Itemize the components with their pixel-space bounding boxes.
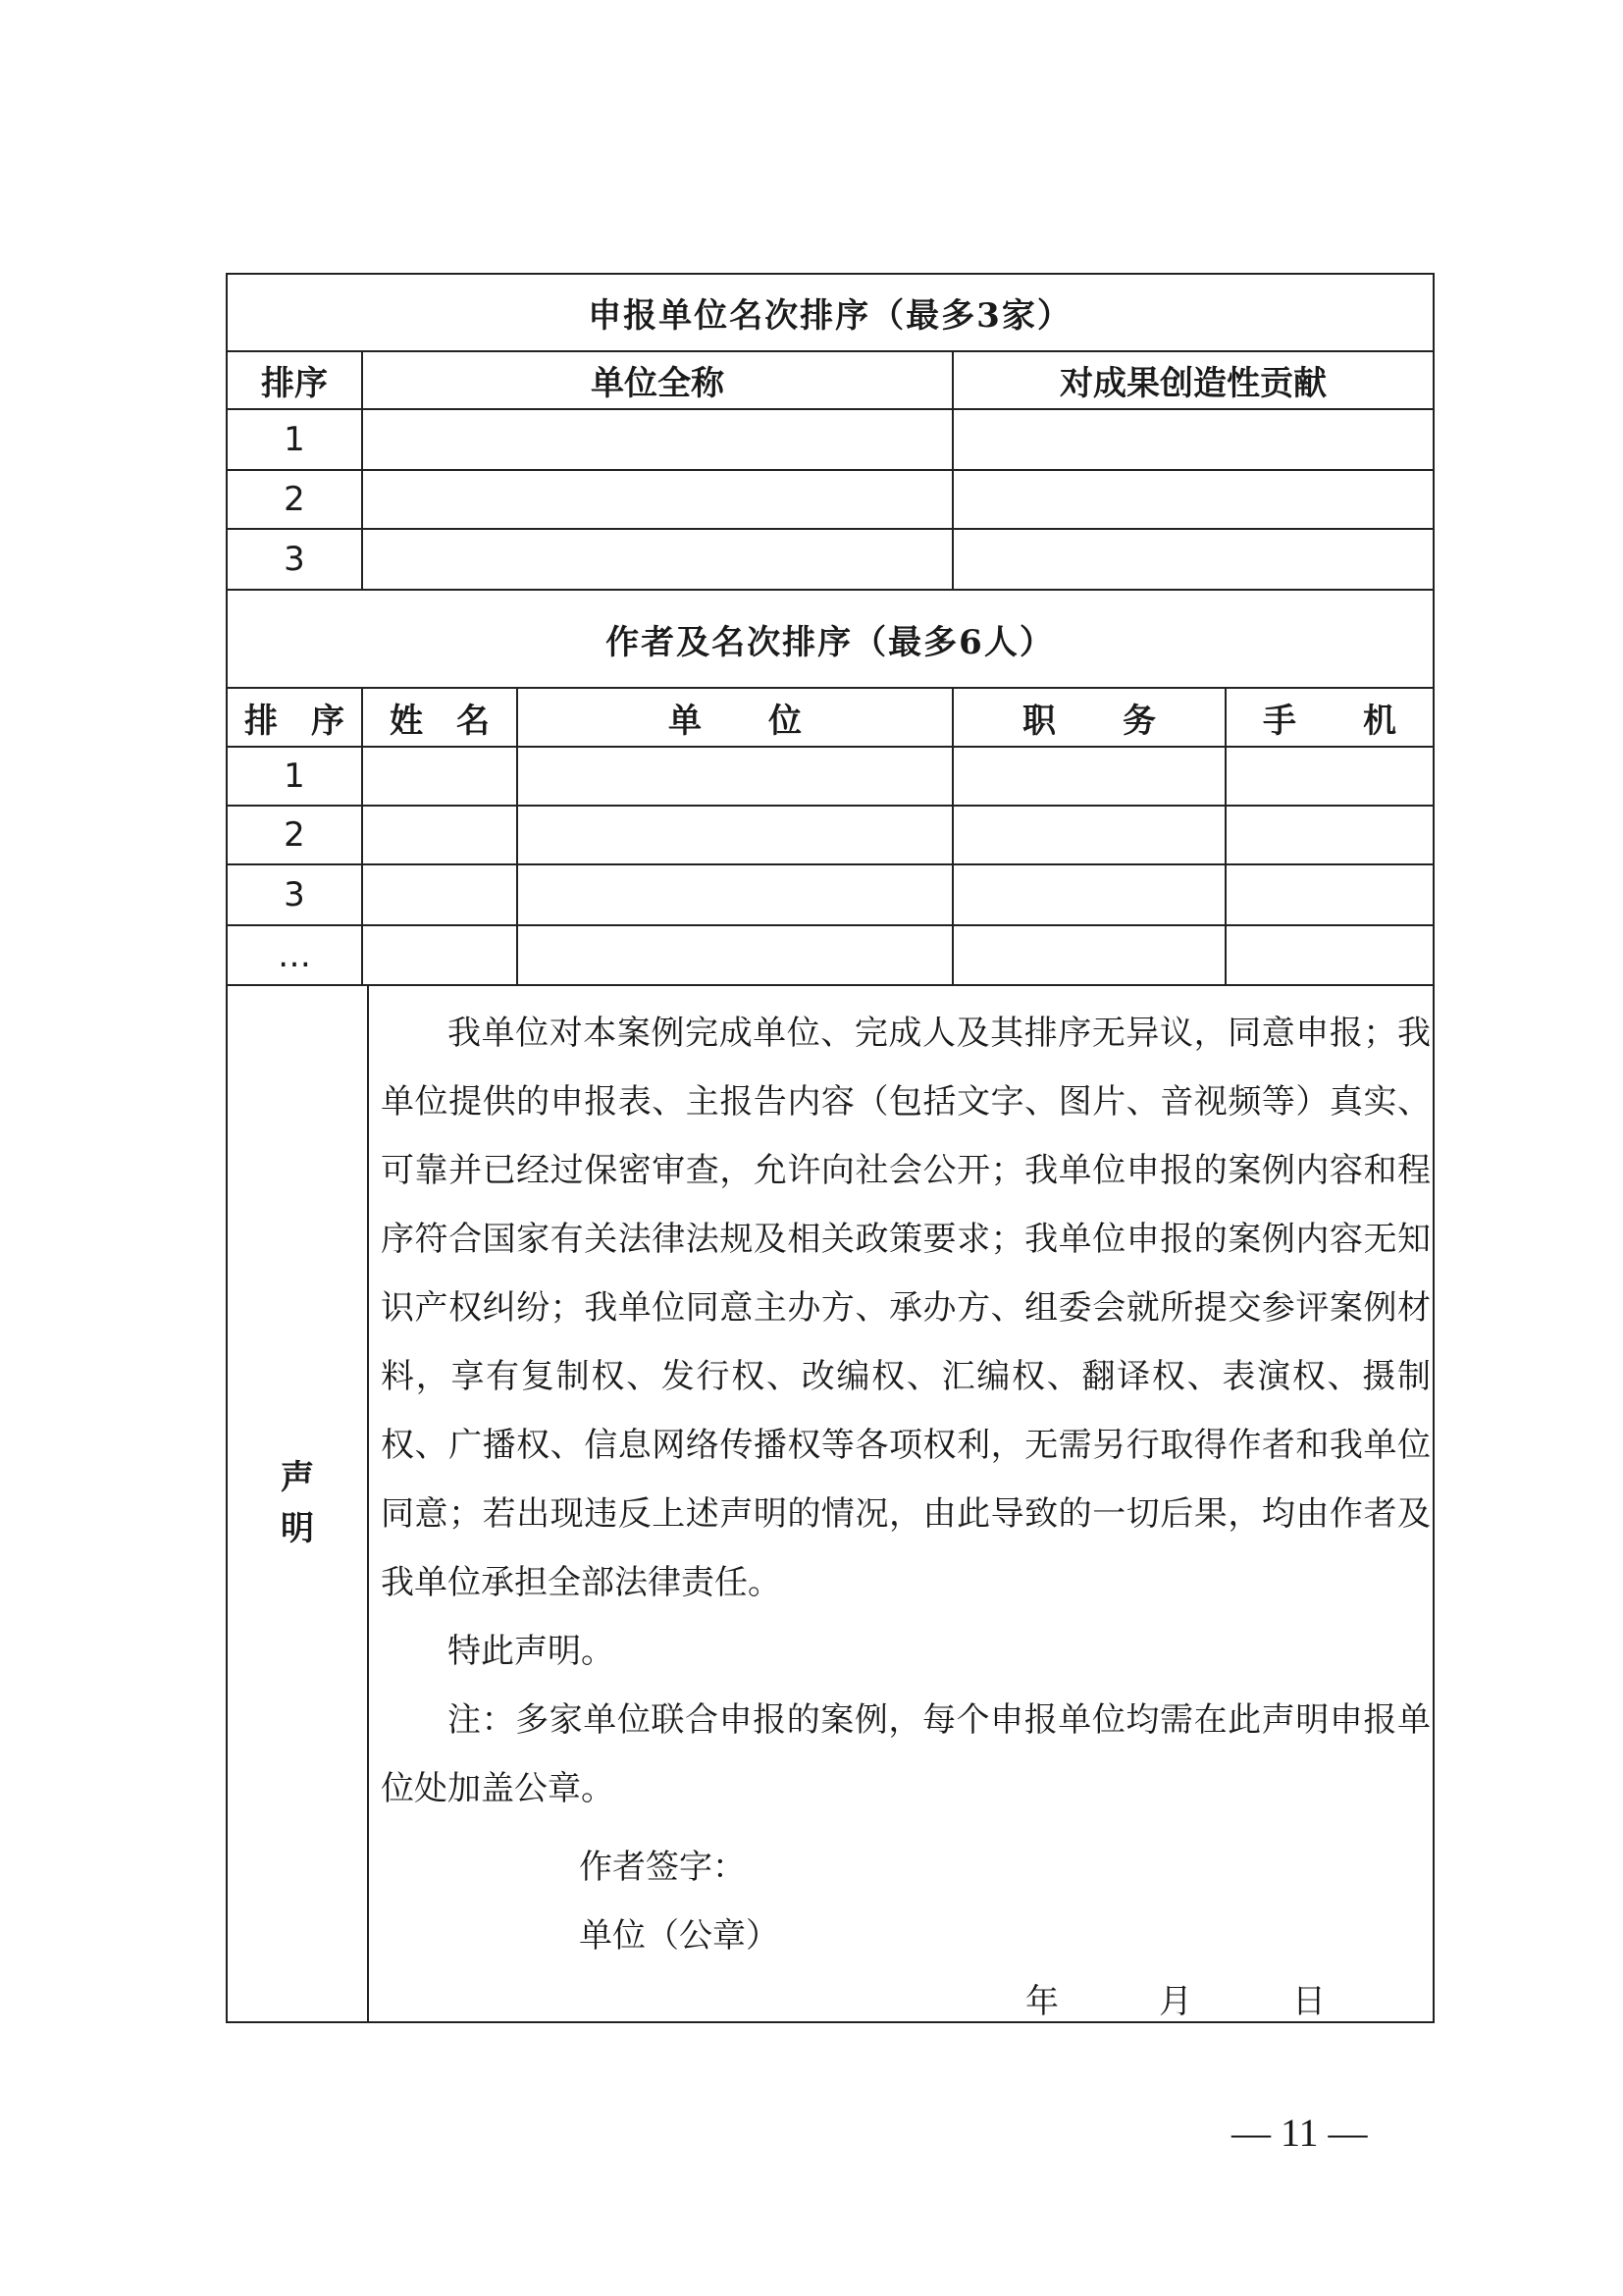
table-rule [226, 469, 1435, 471]
author-signature-label: 作者签字： [579, 1848, 746, 1887]
table-rule [226, 746, 1435, 748]
declaration-text [381, 999, 1431, 1823]
table-rule [367, 984, 369, 2023]
declaration-note: 注：多家单位联合申报的案例，每个申报单位均需在此声明申报单位处加盖公章。 [381, 1700, 1431, 1808]
unit-seal-label: 单位（公章） [579, 1916, 779, 1956]
table-rule [226, 863, 1435, 865]
units-section-title: 申报单位名次排序（最多3家） [588, 296, 1073, 336]
authors-header-name: 姓 名 [390, 701, 490, 741]
authors-row-rank: 1 [284, 757, 305, 796]
authors-row-rank: 2 [284, 815, 305, 855]
authors-row-rank: 3 [284, 875, 305, 914]
declaration-label-2: 明 [281, 1508, 314, 1548]
units-row-rank: 3 [284, 540, 305, 579]
table-rule [226, 408, 1435, 410]
table-border-right [1433, 273, 1435, 2023]
units-row-rank: 2 [284, 480, 305, 519]
units-header-contribution: 对成果创造性贡献 [1060, 364, 1327, 403]
authors-section-title: 作者及名次排序（最多6人） [605, 622, 1055, 662]
authors-header-position: 职 务 [1022, 701, 1156, 741]
table-rule [226, 924, 1435, 926]
table-rule [226, 805, 1435, 807]
authors-header-rank: 排 序 [244, 701, 344, 741]
authors-header-unit: 单 位 [668, 701, 802, 741]
table-rule [226, 984, 1435, 986]
units-header-rank: 排序 [261, 364, 328, 403]
declaration-closing: 特此声明。 [447, 1632, 614, 1671]
date-label: 年 月 日 [1025, 1982, 1326, 2021]
declaration-label-1: 声 [281, 1457, 314, 1497]
authors-row-rank: … [278, 935, 311, 975]
authors-header-phone: 手 机 [1263, 701, 1396, 741]
units-row-rank: 1 [284, 420, 305, 459]
units-header-name: 单位全称 [591, 364, 724, 403]
table-rule [226, 528, 1435, 530]
page-number: — 11 — [1231, 2111, 1368, 2155]
declaration-body: 我单位对本案例完成单位、完成人及其排序无异议，同意申报；我单位提供的申报表、主报告内容（包括文字、图片、音视频等）真实、可靠并已经过保密审查，允许向社会公开；我单位申报的案例内容和程序符合国家有关法律法规及相关政策要求；我单位申报的案例内容无知识产权纠纷；我单位同意主办方、承办方、组委会就所提交参评案例材料，享有复制权、发行权、改编权、汇编权、翻译权、表演权、摄制权、广播权、信息网络传播权等各项权利，无需另行取得作者和我单位同意；若出现违反上述声明的情况，由此导致的一切后果，均由作者及我单位承担全部法律责任。 [381, 1014, 1431, 1602]
